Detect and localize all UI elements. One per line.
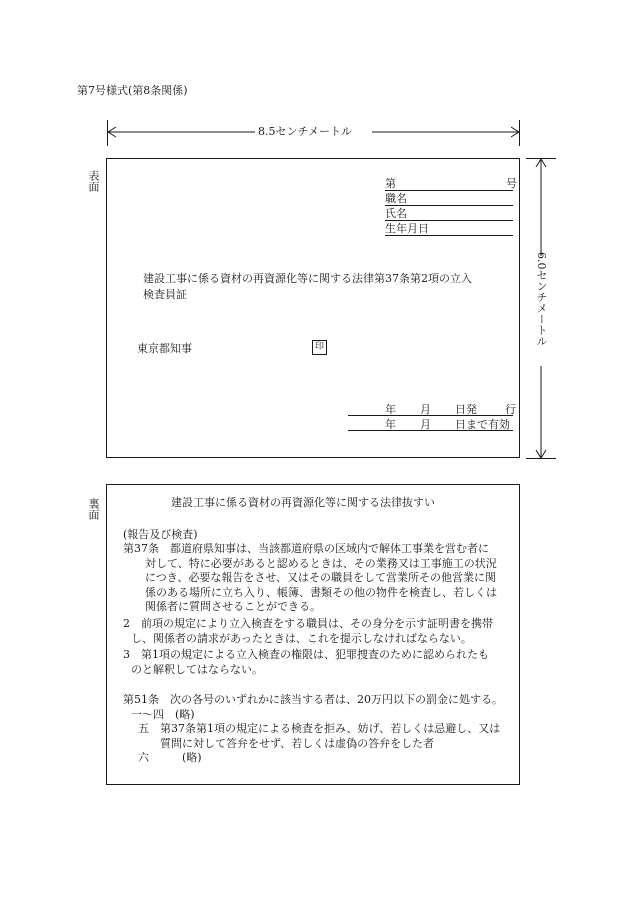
issued-suffix: 行 bbox=[505, 403, 516, 416]
seal-mark: 印 bbox=[312, 340, 327, 355]
certificate-title-line1: 建設工事に係る資材の再資源化等に関する法律第37条第2項の立入 bbox=[143, 272, 472, 285]
article-51-line: 第51条 次の各号のいずれかに該当する者は、20万円以下の罰金に処する。 bbox=[123, 693, 503, 706]
number-label: 第 bbox=[385, 177, 396, 190]
article-37-line: 第37条 都道府県知事は、当該都道府県の区域内で解体工事業を営む者に bbox=[123, 542, 489, 555]
article-51-item: 一〜四 (略) bbox=[131, 707, 195, 721]
name-label: 氏名 bbox=[385, 207, 407, 220]
article-37-line: 対して、特に必要があると認めるときは、その業務又は工事施工の状況 bbox=[134, 556, 497, 570]
section-heading: (報告及び検査) bbox=[123, 528, 198, 541]
width-dimension-label: 8.5センチメートル bbox=[258, 125, 353, 138]
article-51-item: 五 第37条第1項の規定による検査を拒み、妨げ、若しくは忌避し、又は bbox=[138, 722, 501, 735]
article-37-line: につき、必要な報告をさせ、又はその職員をして営業所その他営業に関 bbox=[134, 571, 497, 584]
paragraph-2 bbox=[123, 617, 518, 646]
certificate-title-line2: 検査員証 bbox=[143, 288, 187, 301]
job-title-label: 職名 bbox=[385, 192, 407, 205]
issued-underline bbox=[348, 415, 513, 416]
issuer: 東京都知事 bbox=[137, 342, 192, 355]
article-51-item: 質問に対して答弁をせず、若しくは虚偽の答弁をした者 bbox=[160, 736, 435, 750]
back-title: 建設工事に係る資材の再資源化等に関する法律抜すい bbox=[171, 496, 435, 509]
valid-year: 年 bbox=[385, 418, 396, 431]
issued-month: 月 bbox=[420, 403, 431, 416]
birthdate-underline bbox=[385, 235, 513, 236]
article-37 bbox=[123, 542, 518, 615]
article-51-item: 六 (略) bbox=[138, 751, 202, 764]
front-side-label: 表面 bbox=[87, 170, 100, 192]
back-side-label: 裏面 bbox=[87, 498, 100, 520]
valid-underline bbox=[348, 430, 513, 431]
valid-until: 日まで有効 bbox=[455, 418, 510, 431]
article-37-line: 係のある場所に立ち入り、帳簿、書類その他の物件を検査し、若しくは bbox=[134, 585, 497, 599]
height-dimension-label: 6.0センチメートル bbox=[535, 252, 548, 347]
form-title: 第7号様式(第8条関係) bbox=[77, 84, 188, 97]
issued-day: 日発 bbox=[455, 403, 477, 416]
issued-year: 年 bbox=[385, 403, 396, 416]
paragraph-3 bbox=[123, 648, 518, 677]
article-37-line: 関係者に質問させることができる。 bbox=[134, 600, 321, 613]
paragraph-2-line: し、関係者の請求があったときは、これを提示しなければならない。 bbox=[131, 631, 472, 645]
valid-month: 月 bbox=[420, 418, 431, 431]
paragraph-2-line: 2 前項の規定により立入検査をする職員は、その身分を示す証明書を携帯 bbox=[123, 617, 493, 630]
article-51 bbox=[123, 693, 518, 766]
paragraph-3-line: のと解釈してはならない。 bbox=[131, 662, 263, 676]
paragraph-3-line: 3 第1項の規定による立入検査の権限は、犯罪捜査のために認められたも bbox=[123, 648, 489, 661]
number-suffix: 号 bbox=[506, 177, 517, 190]
birthdate-label: 生年月日 bbox=[385, 222, 429, 235]
